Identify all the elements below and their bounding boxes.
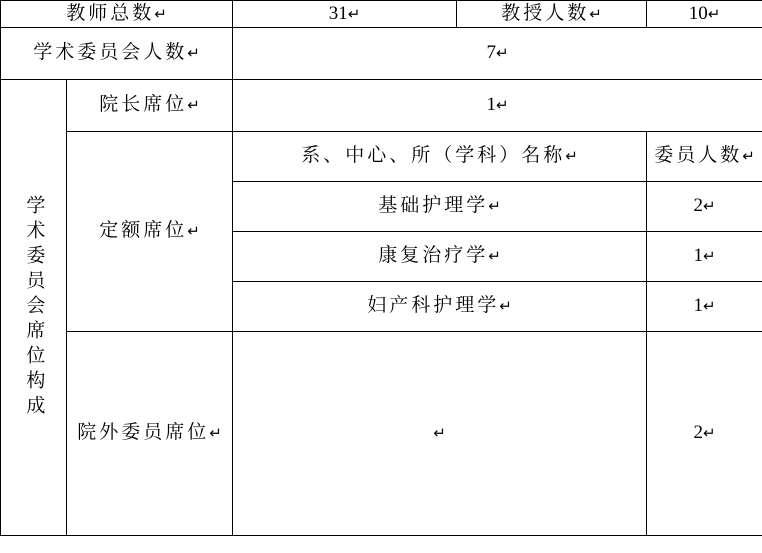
- member-count: 1: [693, 295, 703, 317]
- cell-committee-structure-vertical-label: [1, 79, 67, 535]
- table-row: [1, 331, 762, 535]
- cell-department-name: [233, 281, 647, 331]
- cell-member-count-header: [647, 131, 762, 181]
- table-row: [1, 1, 762, 28]
- department-name-header: 系、中心、所（学科）名称: [301, 145, 566, 167]
- cell-dean-seat-label: [67, 79, 233, 131]
- member-count: 2: [693, 195, 703, 217]
- pilcrow-mark: ↵: [702, 298, 716, 316]
- cell-committee-size-value: [233, 27, 762, 79]
- pilcrow-mark: ↵: [702, 198, 716, 216]
- cell-total-teachers-label: [1, 1, 233, 28]
- pilcrow-mark: ↵: [495, 45, 509, 63]
- pilcrow-mark: ↵: [499, 298, 512, 316]
- department-name: 康复治疗学: [378, 245, 489, 267]
- pilcrow-mark: ↵: [495, 97, 509, 115]
- committee-structure-label: 学术委员会席位构成: [23, 194, 45, 420]
- total-teachers-value: 31: [328, 3, 348, 24]
- cell-external-seats-name: [233, 331, 647, 535]
- table-row: [1, 131, 762, 181]
- external-seats-count: 2: [693, 422, 703, 444]
- pilcrow-mark: ↵: [589, 6, 602, 23]
- cell-dean-seat-value: [233, 79, 762, 131]
- quota-seats-label: 定额席位: [99, 220, 188, 242]
- professors-label: 教授人数: [501, 3, 590, 24]
- pilcrow-mark: ↵: [187, 45, 200, 63]
- department-name: 妇产科护理学: [367, 295, 500, 317]
- department-name: 基础护理学: [378, 195, 489, 217]
- member-count-header: 委员人数: [654, 145, 743, 167]
- pilcrow-mark: ↵: [488, 198, 501, 216]
- pilcrow-mark: ↵: [707, 6, 721, 23]
- professors-value: 10: [688, 3, 708, 24]
- cell-department-name-header: [233, 131, 647, 181]
- pilcrow-mark: ↵: [433, 425, 446, 443]
- member-count: 1: [693, 245, 703, 267]
- cell-external-seats-label: [67, 331, 233, 535]
- table-row: [1, 79, 762, 131]
- table-row: [1, 27, 762, 79]
- total-teachers-label: 教师总数: [66, 3, 155, 24]
- external-seats-label: 院外委员席位: [77, 422, 210, 444]
- committee-size-label: 学术委员会人数: [33, 42, 188, 64]
- cell-department-name: [233, 181, 647, 231]
- cell-quota-seats-label: [67, 131, 233, 331]
- cell-professors-value: [647, 1, 762, 28]
- cell-committee-size-label: [1, 27, 233, 79]
- pilcrow-mark: ↵: [702, 248, 716, 266]
- dean-seat-label: 院长席位: [99, 94, 188, 116]
- cell-professors-label: [457, 1, 647, 28]
- pilcrow-mark: ↵: [702, 425, 716, 443]
- cell-department-name: [233, 231, 647, 281]
- pilcrow-mark: ↵: [742, 148, 755, 166]
- pilcrow-mark: ↵: [488, 248, 501, 266]
- cell-member-count: [647, 281, 762, 331]
- committee-size-value: 7: [486, 42, 496, 64]
- dean-seat-value: 1: [486, 94, 496, 116]
- pilcrow-mark: ↵: [187, 97, 200, 115]
- pilcrow-mark: ↵: [187, 223, 200, 241]
- pilcrow-mark: ↵: [347, 6, 361, 23]
- pilcrow-mark: ↵: [565, 148, 578, 166]
- pilcrow-mark: ↵: [154, 6, 167, 23]
- cell-total-teachers-value: [233, 1, 457, 28]
- cell-member-count: [647, 231, 762, 281]
- pilcrow-mark: ↵: [209, 425, 222, 443]
- cell-external-seats-count: [647, 331, 762, 535]
- cell-member-count: [647, 181, 762, 231]
